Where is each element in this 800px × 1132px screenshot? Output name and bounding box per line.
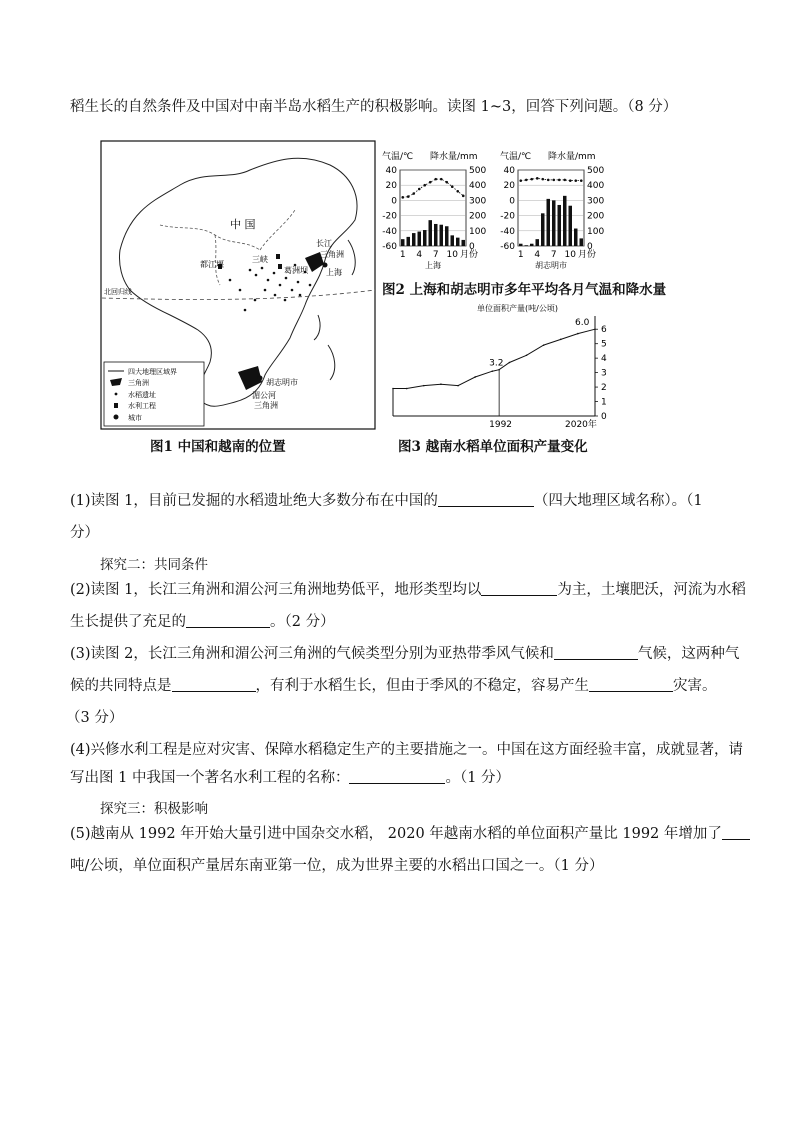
temp-line bbox=[403, 179, 464, 197]
question-4: (4)兴修水利工程是应对灾害、保障水稻稳定生产的主要措施之一。中国在这方面经验丰富，成就显著，请 bbox=[70, 742, 744, 758]
map-label-hcm: 胡志明市 bbox=[266, 378, 298, 387]
temp-tick-label: -20 bbox=[382, 211, 397, 222]
city-icon bbox=[114, 415, 119, 420]
map-label-tropic: 北回归线 bbox=[104, 288, 132, 296]
temp-axis-label: 气温/℃ bbox=[382, 152, 414, 162]
temp-tick-label: -20 bbox=[500, 211, 515, 222]
precip-axis-label: 降水量/mm bbox=[548, 152, 596, 162]
precip-bar bbox=[580, 238, 584, 246]
precip-tick-label: 0 bbox=[469, 242, 475, 252]
y-tick-label: 3 bbox=[601, 368, 607, 379]
precip-bar bbox=[547, 199, 551, 246]
map-label-china: 中 国 bbox=[230, 218, 256, 231]
answer-blank-2b[interactable] bbox=[186, 612, 270, 628]
precip-tick-label: 0 bbox=[587, 242, 593, 252]
precip-bar bbox=[574, 229, 578, 246]
legend-label-3: 水利工程 bbox=[128, 402, 156, 410]
figure-1-map bbox=[100, 140, 376, 430]
map-label-mekong-2: 三角洲 bbox=[254, 401, 278, 410]
temp-tick-label: -40 bbox=[382, 226, 397, 237]
precip-bar bbox=[434, 224, 438, 246]
dam-icon bbox=[114, 403, 118, 408]
dot-icon bbox=[115, 393, 118, 396]
answer-blank-4[interactable] bbox=[349, 768, 445, 784]
precip-bar bbox=[530, 244, 534, 246]
figure-2-climate-charts bbox=[378, 148, 610, 272]
temp-tick-label: 20 bbox=[385, 181, 397, 192]
map-legend bbox=[104, 362, 204, 426]
month-tick-label: 4 bbox=[534, 250, 541, 260]
legend-label-2: 水稻遗址 bbox=[128, 391, 156, 399]
precip-tick-label: 100 bbox=[469, 226, 487, 237]
temp-tick-label: 0 bbox=[509, 196, 515, 207]
month-tick-label: 7 bbox=[550, 250, 557, 260]
precip-bar bbox=[401, 239, 405, 246]
map-label-mekong-1: 湄公河 bbox=[252, 391, 276, 400]
month-tick-label: 10 bbox=[564, 250, 576, 260]
precip-bar bbox=[519, 244, 523, 246]
precip-axis-label: 降水量/mm bbox=[430, 152, 478, 162]
answer-blank-3c[interactable] bbox=[589, 676, 673, 692]
legend-label-4: 城市 bbox=[128, 414, 142, 422]
question-1-tail: 分） bbox=[70, 525, 99, 541]
answer-blank-5[interactable] bbox=[722, 824, 750, 840]
question-5: (5)越南从 1992 年开始大量引进中国杂交水稻， 2020 年越南水稻的单位面积产量比 1992 年增加了 bbox=[70, 824, 750, 844]
precip-bar bbox=[418, 232, 422, 246]
question-3-tail: （3 分） bbox=[66, 710, 124, 726]
precip-bar bbox=[423, 230, 427, 246]
temp-tick-label: -60 bbox=[500, 242, 515, 252]
month-tick-label: 7 bbox=[432, 250, 439, 260]
answer-blank-3b[interactable] bbox=[172, 676, 256, 692]
map-label-changjiang: 长江 bbox=[316, 239, 332, 248]
month-tick-label: 4 bbox=[416, 250, 423, 260]
precip-bar bbox=[552, 200, 556, 246]
precip-bar bbox=[462, 240, 466, 246]
precip-bar bbox=[407, 237, 411, 246]
section-2-heading: 探究二：共同条件 bbox=[100, 557, 208, 573]
precip-bar bbox=[412, 233, 416, 246]
y-tick-label: 5 bbox=[601, 339, 607, 350]
month-tick-label: 1 bbox=[399, 250, 406, 260]
temp-tick-label: 40 bbox=[503, 166, 515, 176]
precip-tick-label: 200 bbox=[469, 211, 487, 222]
figure-3-yield-chart bbox=[385, 298, 615, 430]
precip-bar bbox=[429, 220, 433, 246]
x-tick-label: 1992 bbox=[489, 420, 513, 430]
question-3-line-2: 候的共同特点是 ，有利于水稻生长，但由于季风的不稳定，容易产生 灾害。 bbox=[70, 678, 717, 694]
section-3-heading: 探究三：积极影响 bbox=[100, 801, 208, 817]
precip-bar bbox=[440, 225, 444, 246]
x-tick-label: 2020年 bbox=[565, 420, 597, 430]
fig2-caption: 图2 上海和胡志明市多年平均各月气温和降水量 bbox=[382, 282, 667, 298]
temp-tick-label: -40 bbox=[500, 226, 515, 237]
y-tick-label: 0 bbox=[601, 412, 607, 422]
legend-label-1: 三角洲 bbox=[128, 379, 149, 387]
precip-bar bbox=[536, 239, 540, 246]
temp-line bbox=[521, 178, 582, 180]
temp-tick-label: 0 bbox=[391, 196, 397, 207]
temp-axis-label: 气温/℃ bbox=[500, 152, 532, 162]
precip-bar bbox=[558, 205, 562, 246]
question-2: (2)读图 1，长江三角洲和湄公河三角洲地势低平，地形类型均以 为主，土壤肥沃，河流为水稻 bbox=[70, 582, 746, 598]
answer-blank-3a[interactable] bbox=[554, 644, 638, 660]
precip-tick-label: 400 bbox=[469, 181, 487, 192]
precip-tick-label: 300 bbox=[587, 196, 605, 207]
map-label-shanghai: 上海 bbox=[326, 268, 342, 277]
question-2-line-2: 生长提供了充足的 。（2 分） bbox=[70, 614, 335, 630]
map-label-delta: 三角洲 bbox=[320, 250, 344, 259]
month-unit-label: 月份 bbox=[578, 250, 597, 260]
question-5-line-2: 吨/公顷，单位面积产量居东南亚第一位，成为世界主要的水稻出口国之一。（1 分） bbox=[70, 858, 604, 874]
precip-bar bbox=[569, 206, 573, 246]
question-4-line-2: 写出图 1 中我国一个著名水利工程的名称： 。（1 分） bbox=[70, 770, 511, 786]
precip-tick-label: 500 bbox=[469, 166, 487, 176]
precip-bar bbox=[541, 213, 545, 246]
map-label-sanxia: 三峡 bbox=[252, 255, 268, 264]
precip-tick-label: 500 bbox=[587, 166, 605, 176]
month-unit-label: 月份 bbox=[460, 250, 479, 260]
month-tick-label: 10 bbox=[446, 250, 458, 260]
temp-tick-label: -60 bbox=[382, 242, 397, 252]
precip-bar bbox=[563, 196, 567, 246]
answer-blank-1[interactable] bbox=[438, 491, 534, 507]
question-1: (1)读图 1，目前已发掘的水稻遗址绝大多数分布在中国的 （四大地理区域名称）。（1 bbox=[70, 493, 703, 509]
y-tick-label: 6 bbox=[601, 325, 607, 336]
precip-tick-label: 300 bbox=[469, 196, 487, 207]
month-tick-label: 1 bbox=[517, 250, 524, 260]
city-label: 胡志明市 bbox=[535, 261, 567, 270]
value-label-1992: 3.2 bbox=[489, 358, 504, 369]
precip-bar bbox=[456, 238, 460, 246]
answer-blank-2a[interactable] bbox=[481, 580, 557, 596]
y-tick-label: 4 bbox=[601, 354, 607, 365]
fig3-caption: 图3 越南水稻单位面积产量变化 bbox=[398, 439, 588, 455]
plot-frame bbox=[400, 170, 466, 246]
map-label-gezhouba: 葛洲坝 bbox=[284, 266, 308, 275]
precip-bar bbox=[445, 226, 449, 246]
precip-bar bbox=[525, 245, 529, 246]
temp-tick-label: 20 bbox=[503, 181, 515, 192]
y-tick-label: 2 bbox=[601, 383, 607, 394]
question-3: (3)读图 2，长江三角洲和湄公河三角洲的气候类型分别为亚热带季风气候和 气候，这两种气 bbox=[70, 646, 740, 662]
map-label-dujiangyan: 都江堰 bbox=[200, 260, 224, 269]
city-label: 上海 bbox=[425, 261, 441, 270]
fig1-caption: 图1 中国和越南的位置 bbox=[150, 439, 286, 455]
precip-tick-label: 400 bbox=[587, 181, 605, 192]
yield-axis-label: 单位面积产量(吨/公顷) bbox=[477, 304, 558, 313]
legend-label-0: 四大地理区域界 bbox=[128, 368, 177, 376]
precip-bar bbox=[451, 235, 455, 246]
y-tick-label: 1 bbox=[601, 397, 607, 408]
precip-tick-label: 200 bbox=[587, 211, 605, 222]
value-label-2020: 6.0 bbox=[575, 318, 590, 329]
intro-text: 稻生长的自然条件及中国对中南半岛水稻生产的积极影响。读图 1~3，回答下列问题。（8 分） bbox=[70, 99, 678, 115]
temp-tick-label: 40 bbox=[385, 166, 397, 176]
precip-tick-label: 100 bbox=[587, 226, 605, 237]
